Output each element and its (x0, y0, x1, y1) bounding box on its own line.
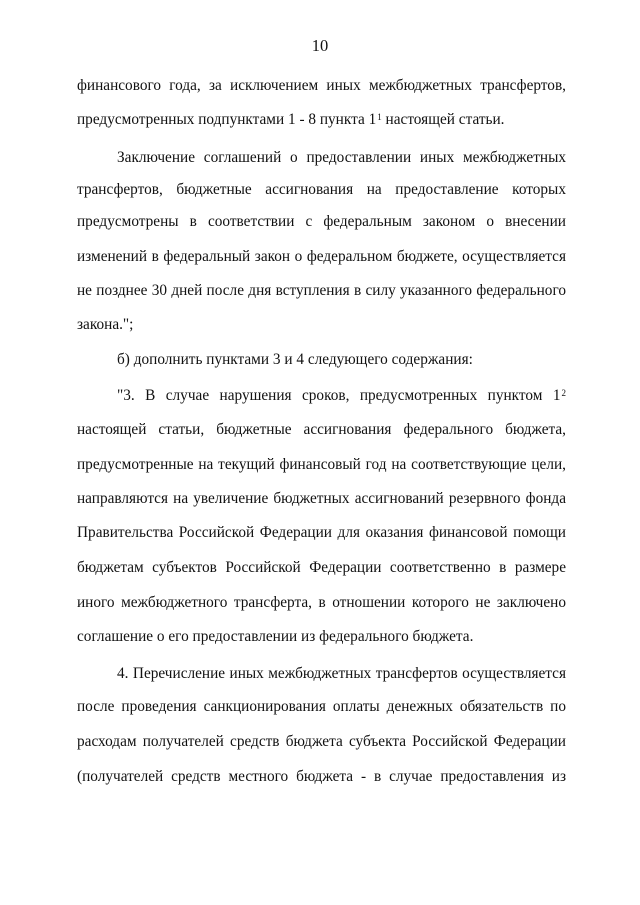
text-line (77, 767, 566, 787)
text-line-content: иного межбюджетного трансферта, в отношении которого не заключено (77, 594, 566, 611)
text-line-content: не позднее 30 дней после дня вступления в силу указанного федерального (77, 282, 566, 299)
text-line (77, 180, 566, 200)
text-line-content: трансфертов, бюджетные ассигнования на предоставление которых (77, 181, 566, 198)
text-line (77, 558, 566, 578)
text-line-content: финансового года, за исключением иных межбюджетных трансфертов, (77, 77, 566, 94)
text-line (77, 732, 566, 752)
text-line-content: 4. Перечисление иных межбюджетных трансфертов осуществляется (117, 665, 566, 682)
text-line-content: изменений в федеральный закон о федеральном бюджете, осуществляется (77, 248, 566, 265)
text-line-content: предусмотренных подпунктами 1 - 8 пункта 1 (77, 111, 377, 128)
text-line-content: бюджетам субъектов Российской Федерации соответственно в размере (77, 559, 566, 576)
text-line-content: после проведения санкционирования оплаты денежных обязательств по (77, 698, 566, 715)
text-line (77, 212, 566, 232)
text-line-content: б) дополнить пунктами 3 и 4 следующего содержания: (117, 351, 473, 368)
text-line (117, 664, 566, 684)
page-number: 10 (311, 36, 329, 55)
text-line-content: расходам получателей средств бюджета субъекта Российской Федерации (77, 733, 566, 750)
text-line-content: закона."; (77, 316, 134, 333)
superscript-reference: 1 (377, 112, 382, 122)
text-line-content: соглашение о его предоставлении из федерального бюджета. (77, 628, 474, 645)
text-line (77, 110, 566, 130)
text-line (77, 489, 566, 509)
text-line-content: "3. В случае нарушения сроков, предусмотренных пунктом 1 (117, 387, 561, 404)
text-line (77, 523, 566, 543)
text-line-content: предусмотренные на текущий финансовый год на соответствующие цели, (77, 456, 566, 473)
text-line (77, 420, 566, 440)
text-line (77, 76, 566, 96)
text-line-content: Правительства Российской Федерации для оказания финансовой помощи (77, 524, 566, 541)
text-line-content: направляются на увеличение бюджетных ассигнований резервного фонда (77, 490, 566, 507)
text-line-content: настоящей статьи, бюджетные ассигнования федерального бюджета, (77, 421, 566, 438)
text-line (77, 593, 566, 613)
text-line (117, 386, 566, 406)
text-line-content: предусмотрены в соответствии с федеральным законом о внесении (77, 213, 566, 230)
superscript-reference: 2 (561, 388, 566, 398)
text-line-content: (получателей средств местного бюджета - в случае предоставления из (77, 768, 566, 785)
text-line (77, 455, 566, 475)
text-line (77, 247, 566, 267)
text-line (117, 350, 566, 370)
text-line-continuation: настоящей статьи. (381, 111, 505, 128)
text-line (77, 315, 566, 335)
text-line (77, 627, 566, 647)
text-line (77, 697, 566, 717)
text-line (77, 281, 566, 301)
text-line-content: Заключение соглашений о предоставлении иных межбюджетных (117, 149, 566, 166)
text-line (117, 148, 566, 168)
